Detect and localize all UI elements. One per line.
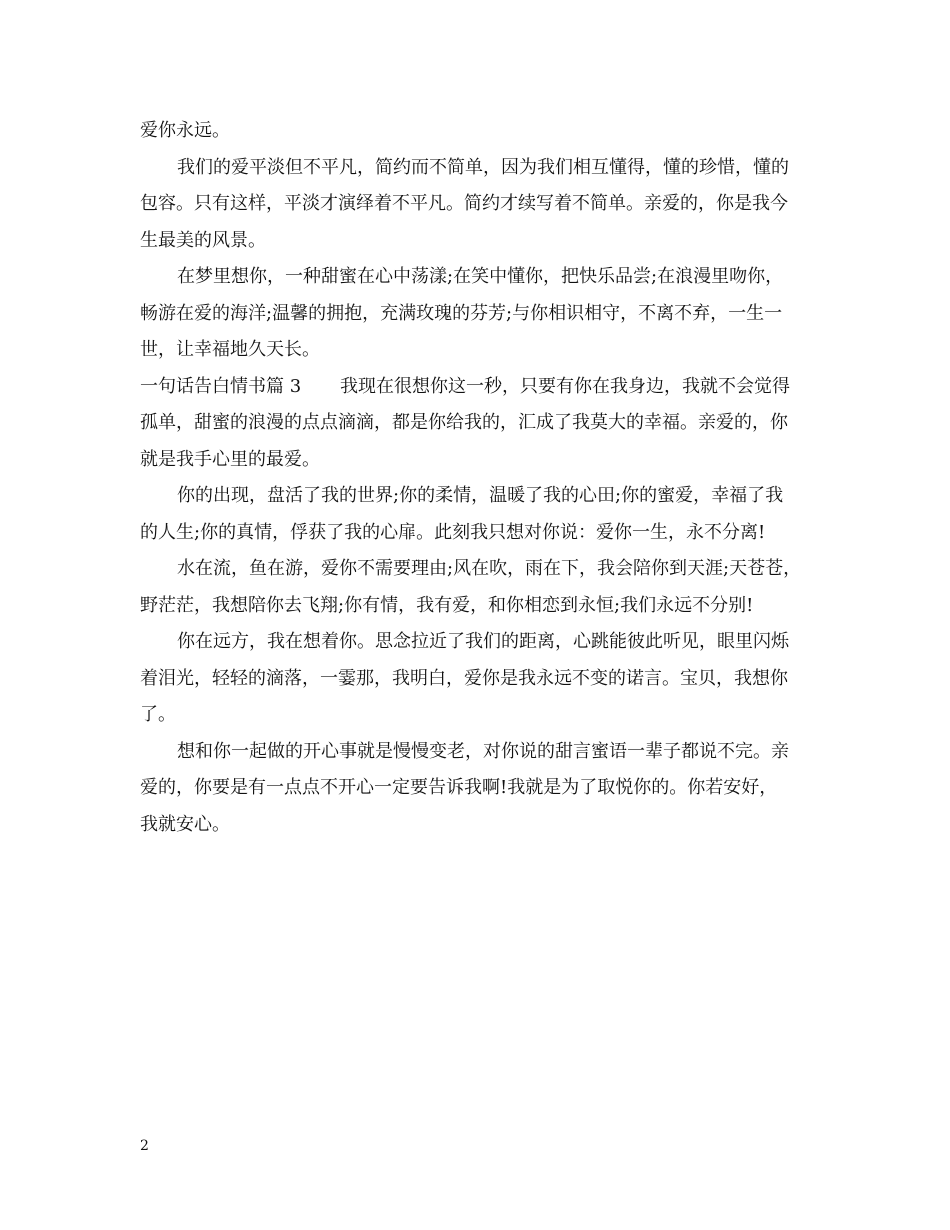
text-line: 我现在很想你这一秒，只要有你在我身边，我就不会觉得 [340, 375, 790, 397]
document-body [140, 113, 815, 843]
text-line: 生最美的风景。 [140, 229, 266, 251]
text-line: 爱的，你要是有一点点不开心一定要告诉我啊!我就是为了取悦你的。你若安好， [140, 777, 778, 798]
text-line: 野茫茫，我想陪你去飞翔;你有情，我有爱，和你相恋到永恒;我们永远不分别! [140, 594, 754, 616]
text-line: 我就安心。 [140, 813, 230, 835]
heading-line [140, 369, 815, 406]
text-line: 你的出现，盘活了我的世界;你的柔情，温暖了我的心田;你的蜜爱，幸福了我 [177, 485, 784, 506]
text-line: 畅游在爱的海洋;温馨的拥抱，充满玫瑰的芬芳;与你相识相守，不离不弃，一生一 [140, 302, 783, 324]
text-line: 了。 [140, 704, 176, 725]
text-line: 孤单，甜蜜的浪漫的点点滴滴，都是你给我的，汇成了我莫大的幸福。亲爱的，你 [140, 412, 788, 433]
text-line: 的人生;你的真情，俘获了我的心扉。此刻我只想对你说：爱你一生，永不分离! [140, 521, 766, 543]
text-line: 爱你永远。 [140, 120, 230, 141]
text-line: 水在流，鱼在游，爱你不需要理由;风在吹，雨在下，我会陪你到天涯;天苍苍， [177, 558, 802, 579]
text-line: 我们的爱平淡但不平凡，简约而不简单，因为我们相互懂得，懂的珍惜，懂的 [177, 156, 789, 178]
text-line: 想和你一起做的开心事就是慢慢变老，对你说的甜言蜜语一辈子都说不完。亲 [177, 740, 789, 762]
text-line: 着泪光，轻轻的滴落，一霎那，我明白，爱你是我永远不变的诺言。宝贝，我想你 [140, 667, 788, 689]
text-line: 你在远方，我在想着你。思念拉近了我们的距离，心跳能彼此听见，眼里闪烁 [177, 631, 789, 652]
page-number: 2 [140, 1138, 149, 1154]
text-line: 世，让幸福地久天长。 [140, 339, 320, 360]
section-heading: 一句话告白情书篇 3 [140, 375, 302, 397]
text-line: 包容。只有这样，平淡才演绎着不平凡。简约才续写着不简单。亲爱的，你是我今 [140, 193, 788, 214]
text-line: 在梦里想你，一种甜蜜在心中荡漾;在笑中懂你，把快乐品尝;在浪漫里吻你， [177, 266, 784, 287]
text-line: 就是我手心里的最爱。 [140, 448, 320, 470]
